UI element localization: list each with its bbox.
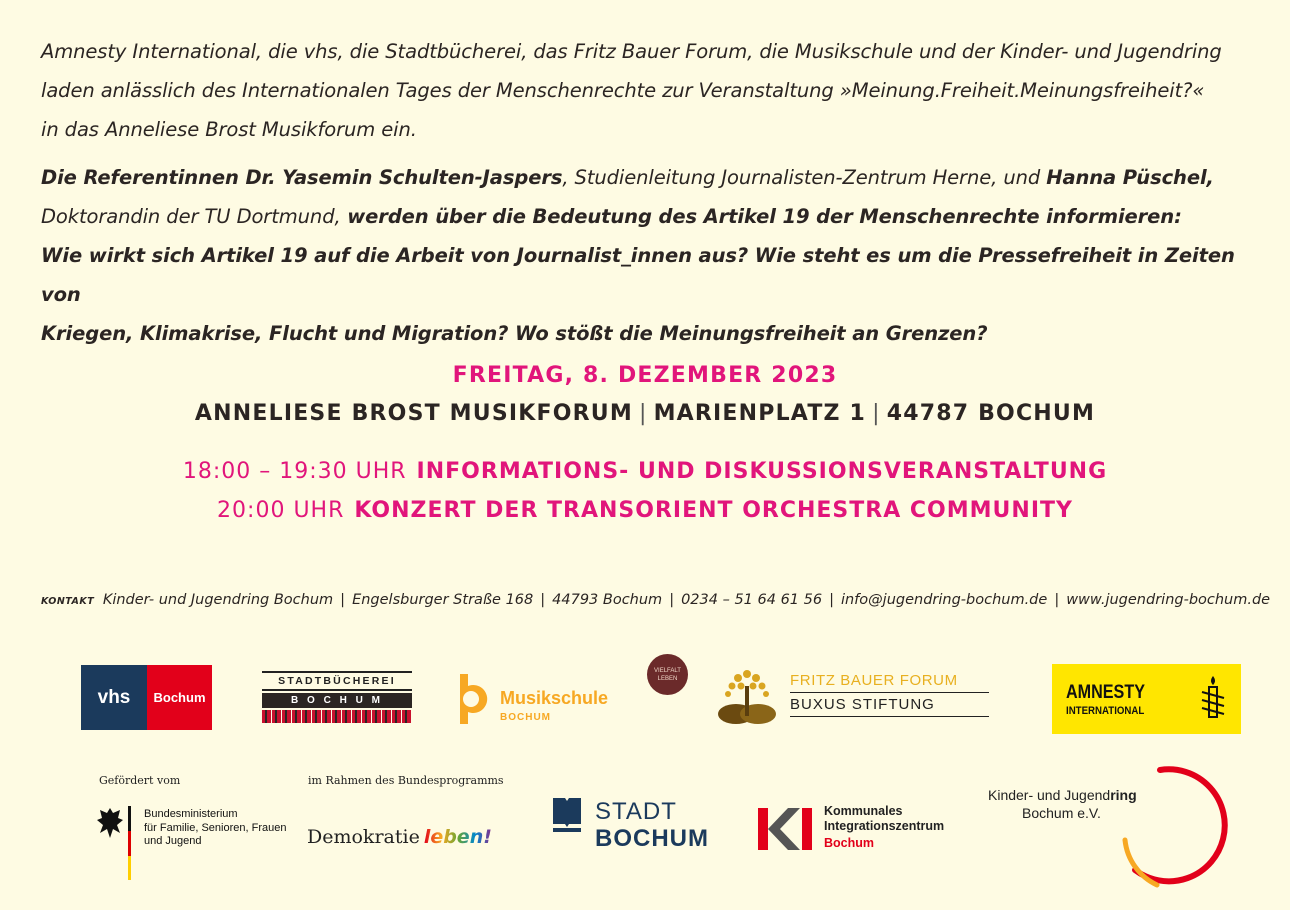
speaker-name-2: Hanna Püschel, bbox=[1046, 166, 1214, 189]
ministry-line2: für Familie, Senioren, Frauen bbox=[144, 821, 287, 834]
ministry-line1: Bundesministerium bbox=[144, 808, 238, 820]
ki-icon bbox=[756, 806, 816, 852]
ministry-line3: und Jugend bbox=[144, 835, 202, 847]
contact-label: KONTAKT bbox=[41, 596, 95, 607]
demokratie-word: Demokratie bbox=[307, 826, 420, 848]
ministry-text bbox=[144, 808, 286, 849]
ministry-logo bbox=[96, 806, 296, 882]
speaker-lead: Die Referentinnen Dr. Yasemin Schulten-Jaspers bbox=[41, 166, 563, 189]
intro-line-1: Amnesty International, die vhs, die Stadtbücherei, das Fritz Bauer Forum, die Musikschule und der Kinder- und Jugendring bbox=[41, 40, 1222, 63]
ki-logo bbox=[756, 804, 971, 854]
question-line-1 bbox=[41, 236, 1271, 314]
book-icon bbox=[551, 796, 583, 836]
foerder-label: Gefördert vom bbox=[99, 774, 181, 787]
stadt-line1: STADT bbox=[595, 798, 677, 825]
contact-web[interactable]: www.jugendring-bochum.de bbox=[1066, 592, 1271, 608]
venue-name: ANNELIESE BROST MUSIKFORUM bbox=[194, 401, 633, 426]
intro-paragraph bbox=[41, 32, 1271, 149]
fritzbauer-rule bbox=[790, 692, 989, 693]
contact-separator: | bbox=[340, 592, 346, 608]
barcode-icon bbox=[262, 710, 412, 723]
vielfalt-badge: VIELFALT LEBEN bbox=[647, 654, 688, 695]
flag-stripe bbox=[128, 806, 131, 880]
ring-icon bbox=[1105, 760, 1235, 890]
musikschule-city: BOCHUM bbox=[500, 712, 551, 723]
contact-separator: | bbox=[669, 592, 675, 608]
vhs-logo-left: vhs bbox=[81, 665, 147, 730]
schedule-item bbox=[0, 459, 1290, 484]
speakers-paragraph bbox=[41, 158, 1271, 353]
schedule-title: INFORMATIONS- UND DISKUSSIONSVERANSTALTUNG bbox=[416, 459, 1108, 484]
stadt-line2: BOCHUM bbox=[595, 825, 709, 852]
musikschule-logo bbox=[456, 672, 636, 728]
candle-icon bbox=[1198, 674, 1228, 724]
contact-separator: | bbox=[540, 592, 546, 608]
amnesty-line1: AMNESTY bbox=[1066, 682, 1145, 703]
contact-street: Engelsburger Straße 168 bbox=[352, 592, 534, 608]
fritzbauer-logo bbox=[716, 664, 991, 726]
stadtbuecherei-logo bbox=[262, 671, 412, 723]
musikschule-name: Musikschule bbox=[500, 688, 609, 708]
intro-line-2: laden anlässlich des Internationalen Tages der Menschenrechte zur Veranstaltung »Meinung.Freiheit.Meinungsfreiheit?« bbox=[41, 79, 1205, 102]
stadtbuecherei-top: STADTBÜCHEREI bbox=[262, 671, 412, 691]
event-date: FREITAG, 8. DEZEMBER 2023 bbox=[452, 363, 838, 388]
schedule-time: 18:00 – 19:30 UHR bbox=[182, 459, 407, 484]
stadt-bochum-logo bbox=[551, 796, 726, 854]
jugendring-line1 bbox=[988, 787, 1137, 803]
amnesty-line2: INTERNATIONAL bbox=[1066, 705, 1145, 717]
venue-city: 44787 BOCHUM bbox=[886, 401, 1096, 426]
speakers-line-2 bbox=[41, 197, 1271, 236]
fritzbauer-rule bbox=[790, 716, 989, 717]
event-venue bbox=[0, 401, 1290, 426]
jugendring-logo bbox=[985, 760, 1245, 890]
question-line-2 bbox=[41, 314, 1271, 353]
contact-phone: 0234 – 51 64 61 56 bbox=[681, 592, 823, 608]
contact-separator: | bbox=[829, 592, 834, 608]
programm-label: im Rahmen des Bundesprogramms bbox=[308, 774, 504, 787]
question-2: Kriegen, Klimakrise, Flucht und Migration? Wo stößt die Meinungsfreiheit an Grenzen? bbox=[41, 322, 988, 345]
speaker-topic: werden über die Bedeutung des Artikel 19 der Menschenrechte informieren: bbox=[340, 205, 1182, 228]
jugendring-line2: Bochum e.V. bbox=[1022, 805, 1101, 821]
speakers-line-1 bbox=[41, 158, 1271, 197]
stadtbuecherei-bottom: B O C H U M bbox=[262, 693, 412, 708]
jugendring-line1-b: ring bbox=[1110, 787, 1137, 803]
ki-line1: Kommunales bbox=[824, 804, 903, 818]
leben-word: leben! bbox=[423, 826, 492, 848]
demokratie-leben-logo bbox=[307, 826, 492, 848]
ki-text bbox=[824, 804, 944, 851]
schedule-time: 20:00 UHR bbox=[217, 498, 345, 523]
contact-separator: | bbox=[1054, 592, 1060, 608]
venue-street: MARIENPLATZ 1 bbox=[653, 401, 867, 426]
venue-separator: | bbox=[638, 401, 648, 426]
ki-line3: Bochum bbox=[824, 836, 874, 850]
vhs-logo bbox=[81, 665, 212, 730]
eagle-icon bbox=[96, 806, 124, 840]
ki-line2: Integrationszentrum bbox=[824, 819, 945, 833]
contact-email[interactable]: info@jugendring-bochum.de bbox=[840, 592, 1048, 608]
speaker-role-2: Doktorandin der TU Dortmund, bbox=[41, 205, 341, 228]
schedule-item bbox=[0, 498, 1290, 523]
contact-city: 44793 Bochum bbox=[552, 592, 663, 608]
venue-separator: | bbox=[872, 401, 881, 426]
speaker-role-1: , Studienleitung Journalisten-Zentrum Herne, und bbox=[562, 166, 1047, 189]
jugendring-line1-a: Kinder- und Jugend bbox=[988, 787, 1111, 803]
tree-icon bbox=[716, 664, 778, 726]
contact-org: Kinder- und Jugendring Bochum bbox=[102, 592, 334, 608]
fritzbauer-line1: FRITZ BAUER FORUM bbox=[790, 672, 958, 689]
question-1: Wie wirkt sich Artikel 19 auf die Arbeit von Journalist_innen aus? Wie steht es um die Pressefreiheit in Zeiten von bbox=[41, 244, 1235, 306]
amnesty-logo bbox=[1052, 664, 1241, 734]
schedule-title: KONZERT DER TRANSORIENT ORCHESTRA COMMUNITY bbox=[354, 498, 1073, 523]
intro-line-3: in das Anneliese Brost Musikforum ein. bbox=[41, 118, 417, 141]
fritzbauer-line2: BUXUS STIFTUNG bbox=[790, 696, 935, 713]
vhs-logo-right: Bochum bbox=[147, 665, 212, 730]
contact-line bbox=[41, 592, 1270, 608]
musikschule-icon bbox=[456, 672, 496, 726]
